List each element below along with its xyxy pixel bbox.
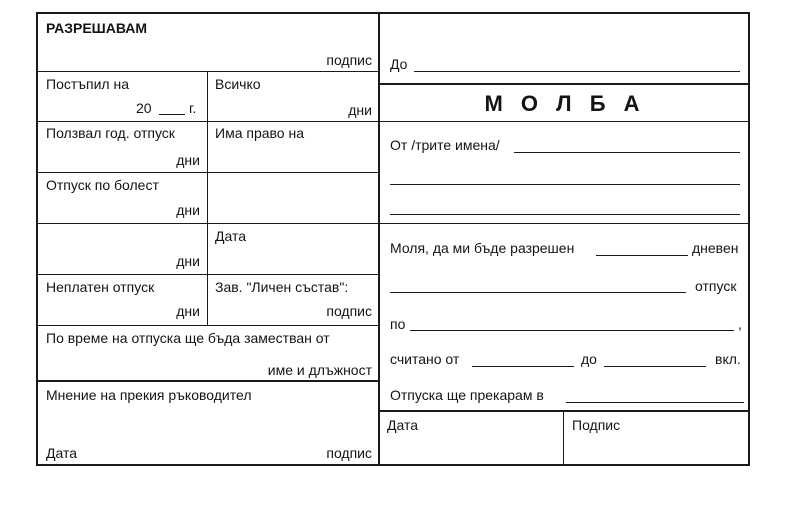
total-days-label: дни <box>348 102 372 118</box>
right-row-line <box>378 121 750 122</box>
left-row-line <box>38 121 378 122</box>
manager-opinion-label: Мнение на прекия ръководител <box>46 387 252 403</box>
left-row-line <box>38 274 378 275</box>
from-date-blank[interactable] <box>472 366 574 367</box>
right-col-line <box>563 410 564 464</box>
right-row-line <box>378 223 750 224</box>
to-date-label: до <box>581 351 597 367</box>
from-blank-3[interactable] <box>390 214 740 215</box>
leave-days-blank[interactable] <box>596 255 688 256</box>
from-blank[interactable] <box>514 152 740 153</box>
bottom-date-label: Дата <box>46 445 78 461</box>
incl-label: вкл. <box>715 351 741 367</box>
bottom-sign-label: подпис <box>326 445 372 461</box>
entitled-label: Има право на <box>215 125 304 141</box>
from-blank-2[interactable] <box>390 184 740 185</box>
request-title: М О Л Б А <box>484 91 646 116</box>
used-annual-days-label: дни <box>176 152 200 168</box>
request-line-3-end: , <box>738 316 742 332</box>
left-row-line <box>38 172 378 173</box>
unpaid-label: Неплатен отпуск <box>46 279 155 295</box>
spend-blank[interactable] <box>566 402 744 403</box>
hr-head-label: Зав. "Личен състав": <box>215 279 349 295</box>
leave-type-blank[interactable] <box>390 292 686 293</box>
approve-sign-label: подпис <box>326 52 372 68</box>
replacement-label: По време на отпуска ще бъда заместван от <box>46 330 330 346</box>
leave-request-form <box>36 12 750 466</box>
to-label: До <box>390 56 408 72</box>
right-sign-label: Подпис <box>572 417 621 433</box>
date-label: Дата <box>215 228 247 244</box>
left-row-line <box>38 380 378 382</box>
right-row-line <box>378 410 750 412</box>
unpaid-days-label: дни <box>176 303 200 319</box>
replacement-hint: име и длъжност <box>267 362 372 378</box>
year-blank[interactable] <box>159 114 185 115</box>
right-row-line <box>378 83 750 85</box>
request-line-1: Моля, да ми бъде разрешен <box>390 240 575 256</box>
to-blank[interactable] <box>414 71 740 72</box>
year-suffix: г. <box>189 100 197 116</box>
left-row-line <box>38 325 378 326</box>
received-on-label: Постъпил на <box>46 76 129 92</box>
center-divider <box>378 14 380 464</box>
request-line-2-end: отпуск <box>695 278 737 294</box>
year-prefix: 20 <box>136 100 152 116</box>
spend-label: Отпуска ще прекарам в <box>390 387 544 403</box>
request-line-1-end: дневен <box>692 240 739 256</box>
sick-days-label: дни <box>176 202 200 218</box>
left-col-line <box>207 71 208 325</box>
left-row-line <box>38 71 378 72</box>
from-date-label: считано от <box>390 351 460 367</box>
total-label: Всичко <box>215 76 261 92</box>
from-label: От /трите имена/ <box>390 137 500 153</box>
to-date-blank[interactable] <box>604 366 706 367</box>
request-line-3: по <box>390 316 406 332</box>
blank-days-label: дни <box>176 253 200 269</box>
hr-sign-label: подпис <box>326 303 372 319</box>
used-annual-label: Ползвал год. отпуск <box>46 125 175 141</box>
right-date-label: Дата <box>387 417 419 433</box>
leave-reason-blank[interactable] <box>410 330 734 331</box>
sick-leave-label: Отпуск по болест <box>46 177 159 193</box>
left-row-line <box>38 223 378 224</box>
approve-heading: РАЗРЕШАВАМ <box>46 20 148 36</box>
